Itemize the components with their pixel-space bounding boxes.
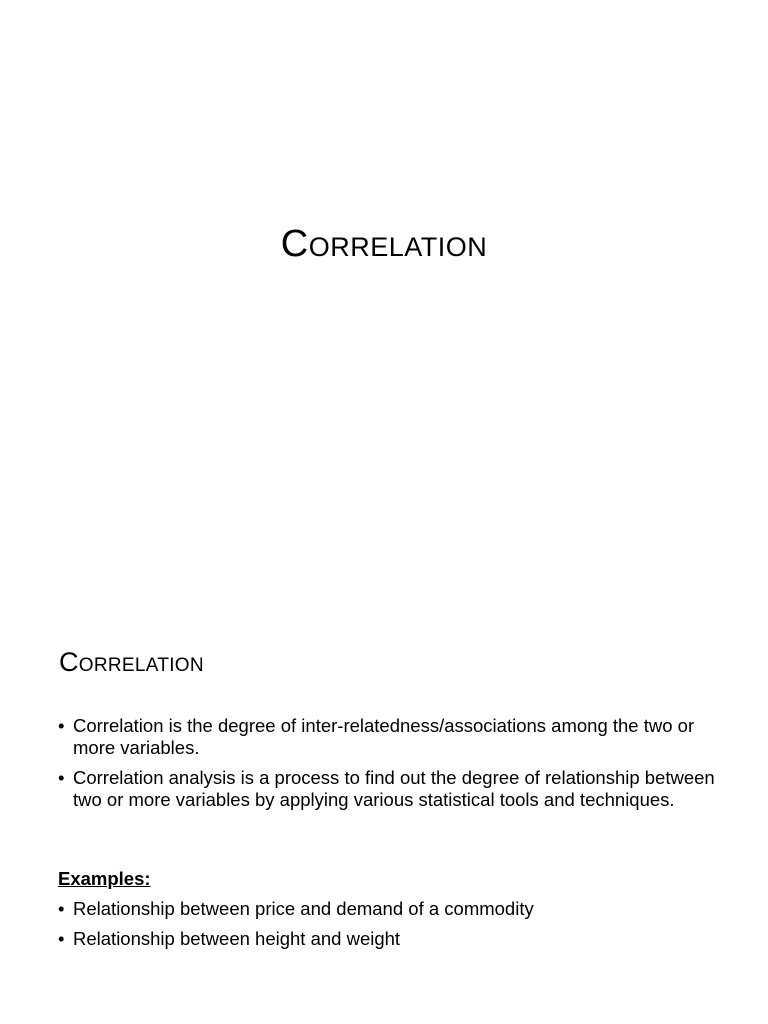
definition-bullet-list: [58, 715, 718, 819]
bullet-text: Correlation is the degree of inter-relatedness/associations among the two or more variables.: [73, 715, 695, 758]
bullet-icon: •: [58, 898, 65, 919]
list-item: [58, 715, 718, 759]
list-item: [58, 767, 718, 811]
example-text: Relationship between height and weight: [73, 928, 401, 949]
examples-label: Examples:: [58, 868, 151, 889]
slide-title: Correlation: [280, 223, 488, 265]
examples-bullet-list: [58, 898, 718, 958]
list-item: [58, 928, 718, 950]
example-text: Relationship between price and demand of a commodity: [73, 898, 534, 919]
list-item: [58, 898, 718, 920]
bullet-text: Correlation analysis is a process to find out the degree of relationship between two or more variables by applying various statistical tools and techniques.: [73, 767, 715, 810]
bullet-icon: •: [58, 928, 65, 949]
bullet-icon: •: [58, 767, 65, 788]
section-heading: Correlation: [59, 647, 204, 677]
bullet-icon: •: [58, 715, 65, 736]
